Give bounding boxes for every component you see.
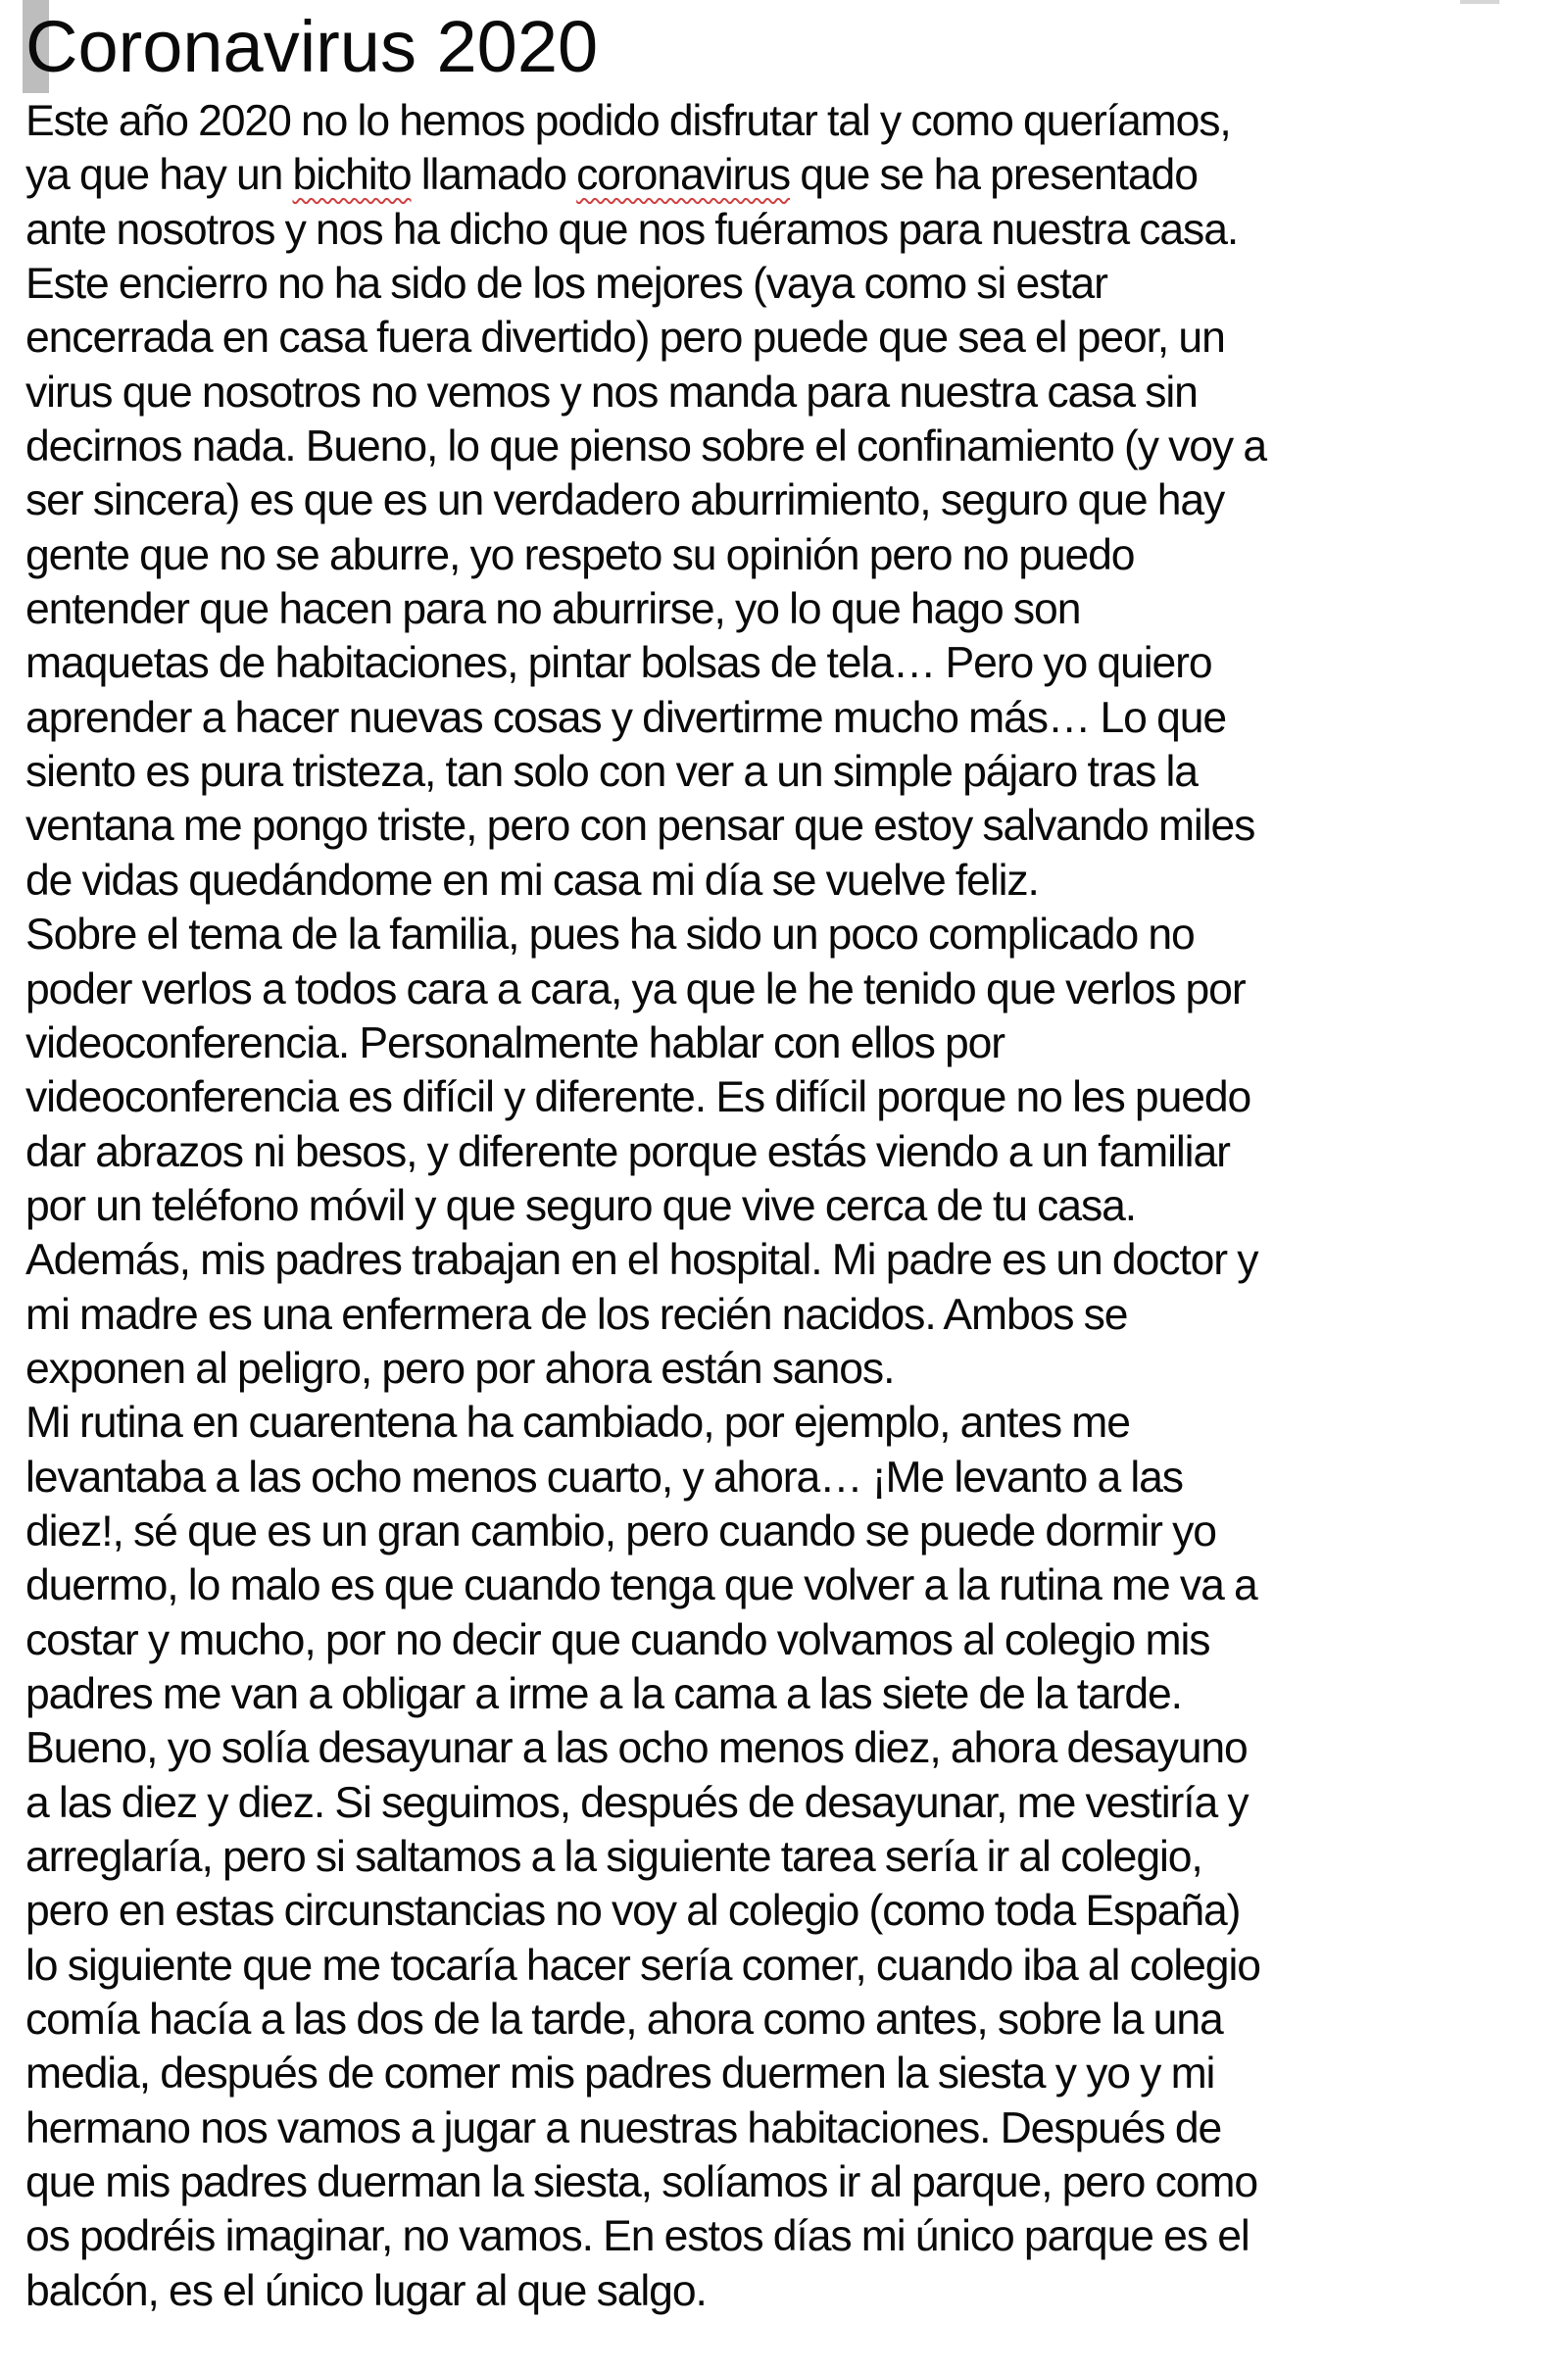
text-line: duermo, lo malo es que cuando tenga que volver a la rutina me va a: [25, 1561, 1257, 1610]
text-line: videoconferencia es difícil y diferente. Es difícil porque no les puedo: [25, 1073, 1251, 1122]
text-line: padres me van a obligar a irme a la cama a las siete de la tarde.: [25, 1669, 1182, 1718]
text-line: Sobre el tema de la familia, pues ha sido un poco complicado no: [25, 911, 1195, 960]
text-line: arreglaría, pero si saltamos a la siguiente tarea sería ir al colegio,: [25, 1833, 1202, 1881]
text-segment: que se ha presentado: [790, 151, 1198, 200]
text-line: decirnos nada. Bueno, lo que pienso sobre el confinamiento (y voy a: [25, 422, 1266, 471]
misspelled-word: bichito: [292, 151, 412, 200]
text-line: Este año 2020 no lo hemos podido disfrutar tal y como queríamos,: [25, 97, 1231, 145]
text-line: media, después de comer mis padres duermen la siesta y yo y mi: [25, 2050, 1215, 2099]
text-line: Además, mis padres trabajan en el hospital. Mi padre es un doctor y: [25, 1236, 1258, 1285]
text-segment: llamado: [411, 151, 577, 200]
text-line: maquetas de habitaciones, pintar bolsas de tela… Pero yo quiero: [25, 639, 1212, 688]
text-line: de vidas quedándome en mi casa mi día se vuelve feliz.: [25, 856, 1039, 905]
text-line: balcón, es el único lugar al que salgo.: [25, 2266, 707, 2315]
text-line: mi madre es una enfermera de los recién nacidos. Ambos se: [25, 1290, 1128, 1339]
text-line: aprender a hacer nuevas cosas y divertirme mucho más… Lo que: [25, 693, 1227, 742]
text-line: ventana me pongo triste, pero con pensar que estoy salvando miles: [25, 802, 1255, 851]
text-line: pero en estas circunstancias no voy al colegio (como toda España): [25, 1887, 1241, 1936]
text-line: entender que hacen para no aburrirse, yo lo que hago son: [25, 585, 1081, 634]
text-segment: ya que hay un: [25, 151, 293, 200]
text-line: costar y mucho, por no decir que cuando volvamos al colegio mis: [25, 1615, 1210, 1664]
text-line: exponen al peligro, pero por ahora están sanos.: [25, 1344, 895, 1393]
text-line: encerrada en casa fuera divertido) pero puede que sea el peor, un: [25, 314, 1225, 363]
page-corner-marker: [1460, 0, 1499, 4]
text-line: diez!, sé que es un gran cambio, pero cuando se puede dormir yo: [25, 1507, 1216, 1556]
text-line: [25, 148, 1495, 202]
text-line: hermano nos vamos a jugar a nuestras habitaciones. Después de: [25, 2103, 1222, 2152]
text-line: lo siguiente que me tocaría hacer sería comer, cuando iba al colegio: [25, 1941, 1260, 1990]
text-line: levantaba a las ocho menos cuarto, y ahora… ¡Me levanto a las: [25, 1453, 1183, 1502]
text-line: virus que nosotros no vemos y nos manda para nuestra casa sin: [25, 368, 1198, 417]
misspelled-word: coronavirus: [576, 151, 791, 200]
text-line: que mis padres duerman la siesta, solíamos ir al parque, pero como: [25, 2158, 1258, 2207]
document-title[interactable]: Coronavirus 2020: [25, 6, 599, 87]
text-line: Bueno, yo solía desayunar a las ocho menos diez, ahora desayuno: [25, 1724, 1248, 1773]
text-line: os podréis imaginar, no vamos. En estos días mi único parque es el: [25, 2212, 1250, 2261]
text-line: poder verlos a todos cara a cara, ya que le he tenido que verlos por: [25, 964, 1246, 1013]
text-line: siento es pura tristeza, tan solo con ver a un simple pájaro tras la: [25, 748, 1198, 797]
document-body[interactable]: [25, 94, 1495, 2318]
text-line: ser sincera) es que es un verdadero aburrimiento, seguro que hay: [25, 476, 1225, 525]
text-line: Mi rutina en cuarentena ha cambiado, por ejemplo, antes me: [25, 1399, 1130, 1448]
text-line: Este encierro no ha sido de los mejores (vaya como si estar: [25, 260, 1107, 309]
text-line: por un teléfono móvil y que seguro que vive cerca de tu casa.: [25, 1181, 1137, 1230]
text-line: dar abrazos ni besos, y diferente porque estás viendo a un familiar: [25, 1127, 1230, 1176]
text-line: a las diez y diez. Si seguimos, después de desayunar, me vestiría y: [25, 1778, 1249, 1827]
text-line: gente que no se aburre, yo respeto su opinión pero no puedo: [25, 530, 1135, 579]
text-line: ante nosotros y nos ha dicho que nos fuéramos para nuestra casa.: [25, 205, 1239, 254]
text-line: videoconferencia. Personalmente hablar con ellos por: [25, 1018, 1005, 1067]
text-line: comía hacía a las dos de la tarde, ahora como antes, sobre la una: [25, 1996, 1223, 2045]
